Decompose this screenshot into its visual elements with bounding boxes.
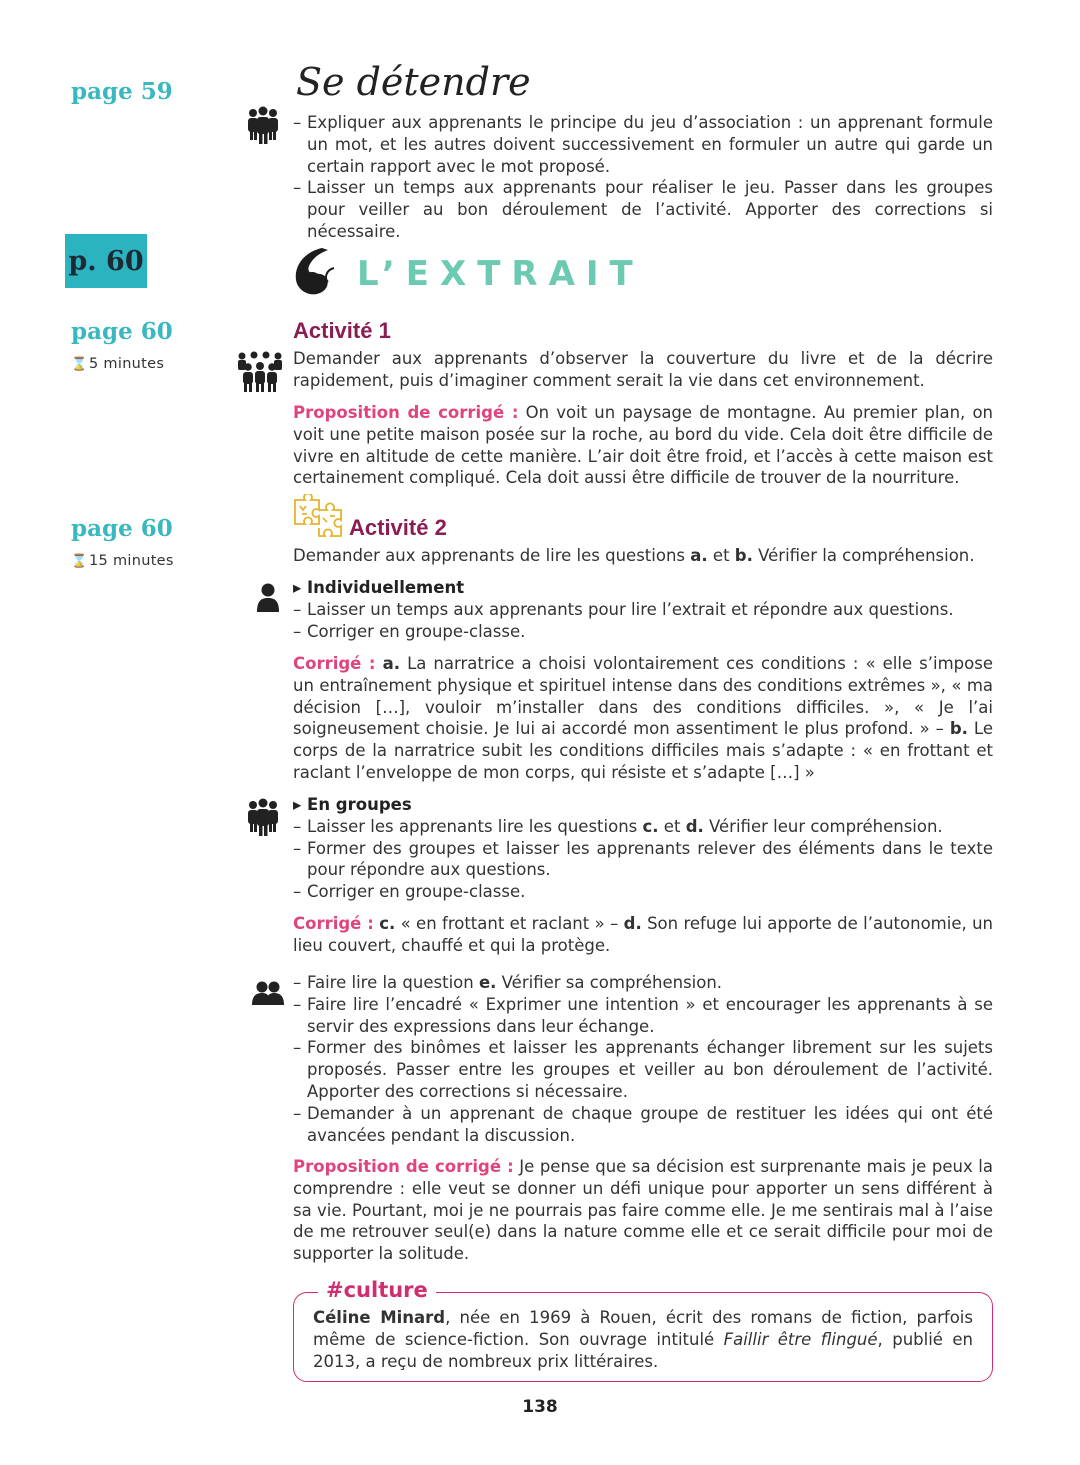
list-item: – Corriger en groupe-classe.: [293, 621, 526, 641]
pairs-block: [293, 972, 993, 1146]
list-item-text: Expliquer aux apprenants le principe du jeu d’association : un apprenant formule un mot, et les autres doivent successivement en formuler un autre qui garde un certain rapport avec le mot proposé.: [307, 113, 993, 176]
hourglass-icon: ⌛: [71, 554, 88, 569]
list-item: – Expliquer aux apprenants le principe du jeu d’association : un apprenant formule un mot, et les autres doivent successivement en formuler un autre qui garde un certain rapport avec le mot proposé.: [293, 113, 993, 176]
individual-block: [293, 577, 993, 642]
duration: [71, 356, 164, 372]
triangle-icon: ▸: [293, 795, 302, 814]
section-title-extrait: L’EXTRAIT: [357, 254, 644, 294]
page-number: 138: [522, 1397, 558, 1417]
section-title-se-detendre: Se détendre: [296, 60, 531, 104]
activity-2-intro: Demander aux apprenants de lire les questions a. et b. Vérifier la compréhension.: [293, 546, 975, 565]
subheading: ▸ En groupes: [293, 795, 412, 814]
pair-icon: [252, 980, 284, 1006]
culture-label: #culture: [318, 1278, 436, 1302]
group-icon: [246, 798, 280, 838]
groups-block: [293, 794, 993, 903]
page-reference: page 59: [71, 78, 173, 105]
quote-icon: [292, 244, 342, 298]
subheading: ▸ Individuellement: [293, 578, 465, 597]
proposition-text: On voit un paysage de montagne. Au premier plan, on voit une petite maison posée sur la roche, au bord du vide. Cela doit être difficile de vivre en altitude de cette manière. L’air doit être froid, et l’accès à cette maison est certainement compliqué. Cela doit aussi être difficile de trouver de la nourriture.: [293, 403, 993, 488]
individual-corrige: Corrigé : a. La narratrice a choisi volontairement ces conditions : « elle s’impose un entraînement physique et spirituel intense dans des conditions extrêmes », « ma décision […], vouloir m’installer dans des conditions difficiles. », « Je l’ai soigneusement choisie. Je lui ai accordé mon assentiment le plus profond. » – b. Le corps de la narratrice subit les conditions difficiles mais s’adapte : « en frottant et raclant l’enveloppe de mon corps, qui résiste et s’adapte […] »: [293, 654, 993, 782]
list-item: – Corriger en groupe-classe.: [293, 882, 526, 902]
group-icon: [246, 106, 280, 146]
page-reference: page 60: [71, 318, 173, 345]
puzzle-icon: [292, 494, 344, 540]
page-reference: page 60: [71, 515, 173, 542]
activity-1-proposition: [293, 402, 993, 489]
list-item: – Former des groupes et laisser les apprenants relever des éléments dans le texte pour répondre aux questions.: [293, 838, 993, 880]
pairs-proposition: Proposition de corrigé : Je pense que sa décision est surprenante mais je peux la comprendre : elle veut se donner un défi unique pour apporter un sens différent à sa vie. Pourtant, moi je ne pourrais pas faire comme elle. Je me sentirais mal à l’aise de me retrouver seul(e) dans la nature comme elle et ce serait difficile pour moi de supporter la solitude.: [293, 1157, 993, 1264]
list-item: – Demander à un apprenant de chaque groupe de restituer les idées qui ont été avancées pendant la discussion.: [293, 1103, 993, 1145]
list-item: – Faire lire la question e. Vérifier sa compréhension.: [293, 973, 723, 992]
list-item-text: Laisser un temps aux apprenants pour réaliser le jeu. Passer dans les groupes pour veiller au bon déroulement de l’activité. Apporter des corrections si nécessaire.: [307, 178, 993, 241]
groups-corrige: Corrigé : c. « en frottant et raclant » – d. Son refuge lui apporte de l’autonomie, un lieu couvert, chauffé et qui la protège.: [293, 914, 993, 955]
hourglass-icon: ⌛: [71, 357, 88, 372]
activity-1-instruction: Demander aux apprenants d’observer la couverture du livre et de la décrire rapidement, puis d’imaginer comment serait la vie dans cet environnement.: [293, 349, 993, 390]
proposition-label: Proposition de corrigé :: [293, 403, 519, 422]
triangle-icon: ▸: [293, 578, 302, 597]
class-icon: [236, 351, 284, 393]
list-item: – Laisser un temps aux apprenants pour lire l’extrait et répondre aux questions.: [293, 599, 954, 619]
list-item: – Laisser les apprenants lire les questions c. et d. Vérifier leur compréhension.: [293, 816, 943, 836]
duration-text: 5 minutes: [89, 356, 165, 372]
duration: [71, 553, 174, 569]
person-icon: [256, 583, 280, 613]
activity-2-title: Activité 2: [349, 515, 447, 540]
list-item: – Faire lire l’encadré « Exprimer une intention » et encourager les apprenants à se servir des expressions dans leur échange.: [293, 994, 993, 1036]
activity-1-title: Activité 1: [293, 318, 391, 343]
culture-text: Céline Minard, née en 1969 à Rouen, écrit des romans de fiction, parfois même de science-fiction. Son ouvrage intitulé Faillir être flingué, publié en 2013, a reçu de nombreux prix littéraires.: [313, 1308, 973, 1371]
page-box: p. 60: [65, 234, 147, 288]
list-item: – Laisser un temps aux apprenants pour réaliser le jeu. Passer dans les groupes pour veiller au bon déroulement de l’activité. Apporter des corrections si nécessaire.: [293, 178, 993, 241]
list-item: – Former des binômes et laisser les apprenants échanger librement sur les sujets proposés. Passer entre les groupes et veiller au bon déroulement de l’activité. Apporter des corrections si nécessaire.: [293, 1038, 993, 1101]
detendre-list: [293, 112, 993, 243]
duration-text: 15 minutes: [89, 553, 174, 569]
